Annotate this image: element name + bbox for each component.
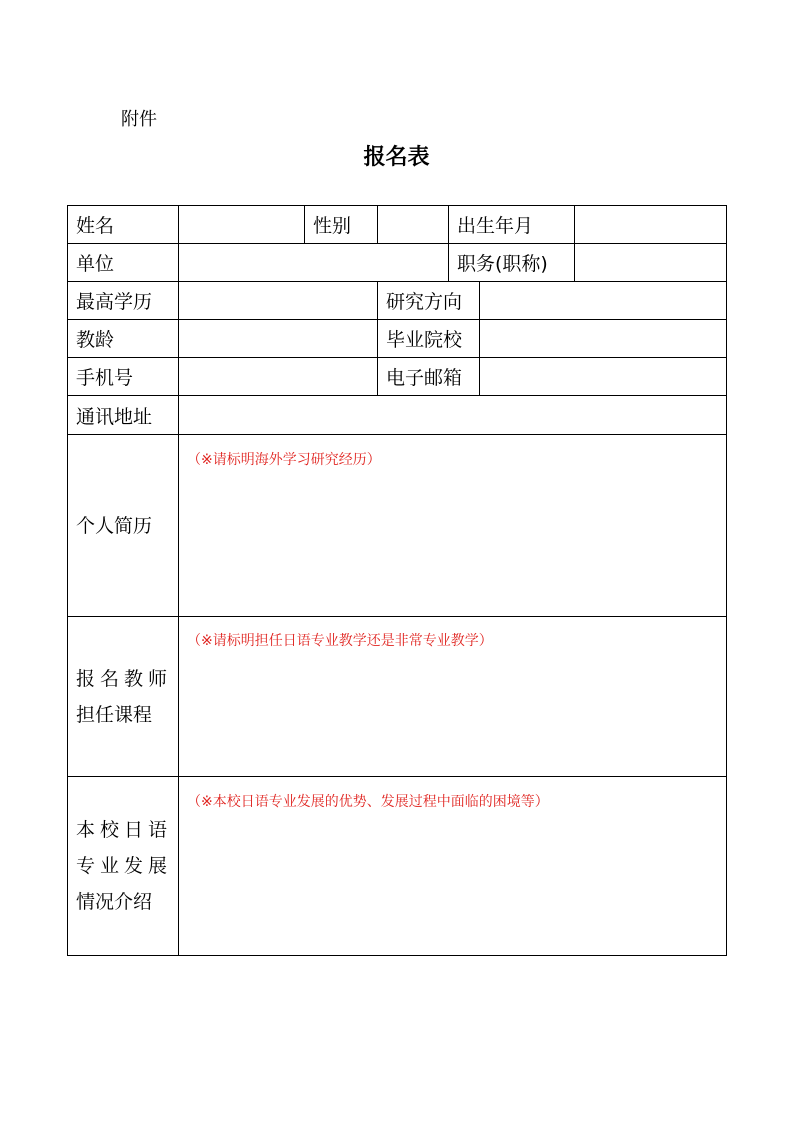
- teaching-years-label: 教龄: [76, 329, 115, 351]
- address-input[interactable]: [179, 396, 726, 434]
- education-input[interactable]: [179, 282, 377, 319]
- resume-hint: （※请标明海外学习研究经历）: [187, 452, 381, 468]
- research-input[interactable]: [480, 282, 726, 319]
- resume-label-cell: [68, 435, 178, 616]
- address-label: 通讯地址: [76, 405, 153, 428]
- table-border-right: [726, 205, 727, 956]
- attachment-label: 附件: [121, 109, 157, 130]
- development-input[interactable]: [179, 777, 726, 955]
- email-label: 电子邮箱: [386, 367, 463, 389]
- resume-input[interactable]: [179, 435, 726, 616]
- email-input[interactable]: [480, 358, 726, 395]
- position-input[interactable]: [575, 244, 726, 281]
- education-label: 最高学历: [76, 291, 153, 313]
- teaching-years-input[interactable]: [179, 320, 377, 357]
- gender-input[interactable]: [378, 206, 448, 243]
- name-label: 姓名: [76, 215, 115, 237]
- resume-label: 个人简历: [76, 514, 153, 537]
- development-label-cell: [68, 777, 178, 955]
- development-label-line1: 本校日语: [76, 819, 173, 841]
- phone-input[interactable]: [179, 358, 377, 395]
- courses-input[interactable]: [179, 617, 726, 776]
- unit-input[interactable]: [179, 244, 448, 281]
- table-border-bottom: [67, 955, 727, 956]
- research-label: 研究方向: [386, 291, 463, 313]
- unit-label: 单位: [76, 253, 115, 275]
- registration-form-table: [67, 205, 727, 956]
- graduate-school-input[interactable]: [480, 320, 726, 357]
- development-label-line3: 情况介绍: [76, 891, 153, 913]
- development-label-line2: 专业发展: [76, 855, 173, 877]
- courses-label-cell: [68, 617, 178, 776]
- birth-input[interactable]: [575, 206, 726, 243]
- name-input[interactable]: [179, 206, 304, 243]
- page-title: 报名表: [363, 144, 430, 170]
- courses-hint: （※请标明担任日语专业教学还是非常专业教学）: [187, 633, 493, 649]
- gender-label: 性别: [313, 215, 352, 237]
- position-label: 职务(职称): [457, 253, 548, 275]
- courses-label-line2: 担任课程: [76, 703, 153, 726]
- birth-label: 出生年月: [457, 215, 534, 237]
- phone-label: 手机号: [76, 367, 134, 389]
- development-hint: （※本校日语专业发展的优势、发展过程中面临的困境等）: [187, 794, 549, 810]
- graduate-school-label: 毕业院校: [386, 329, 463, 351]
- courses-label-line1: 报名教师: [76, 667, 173, 690]
